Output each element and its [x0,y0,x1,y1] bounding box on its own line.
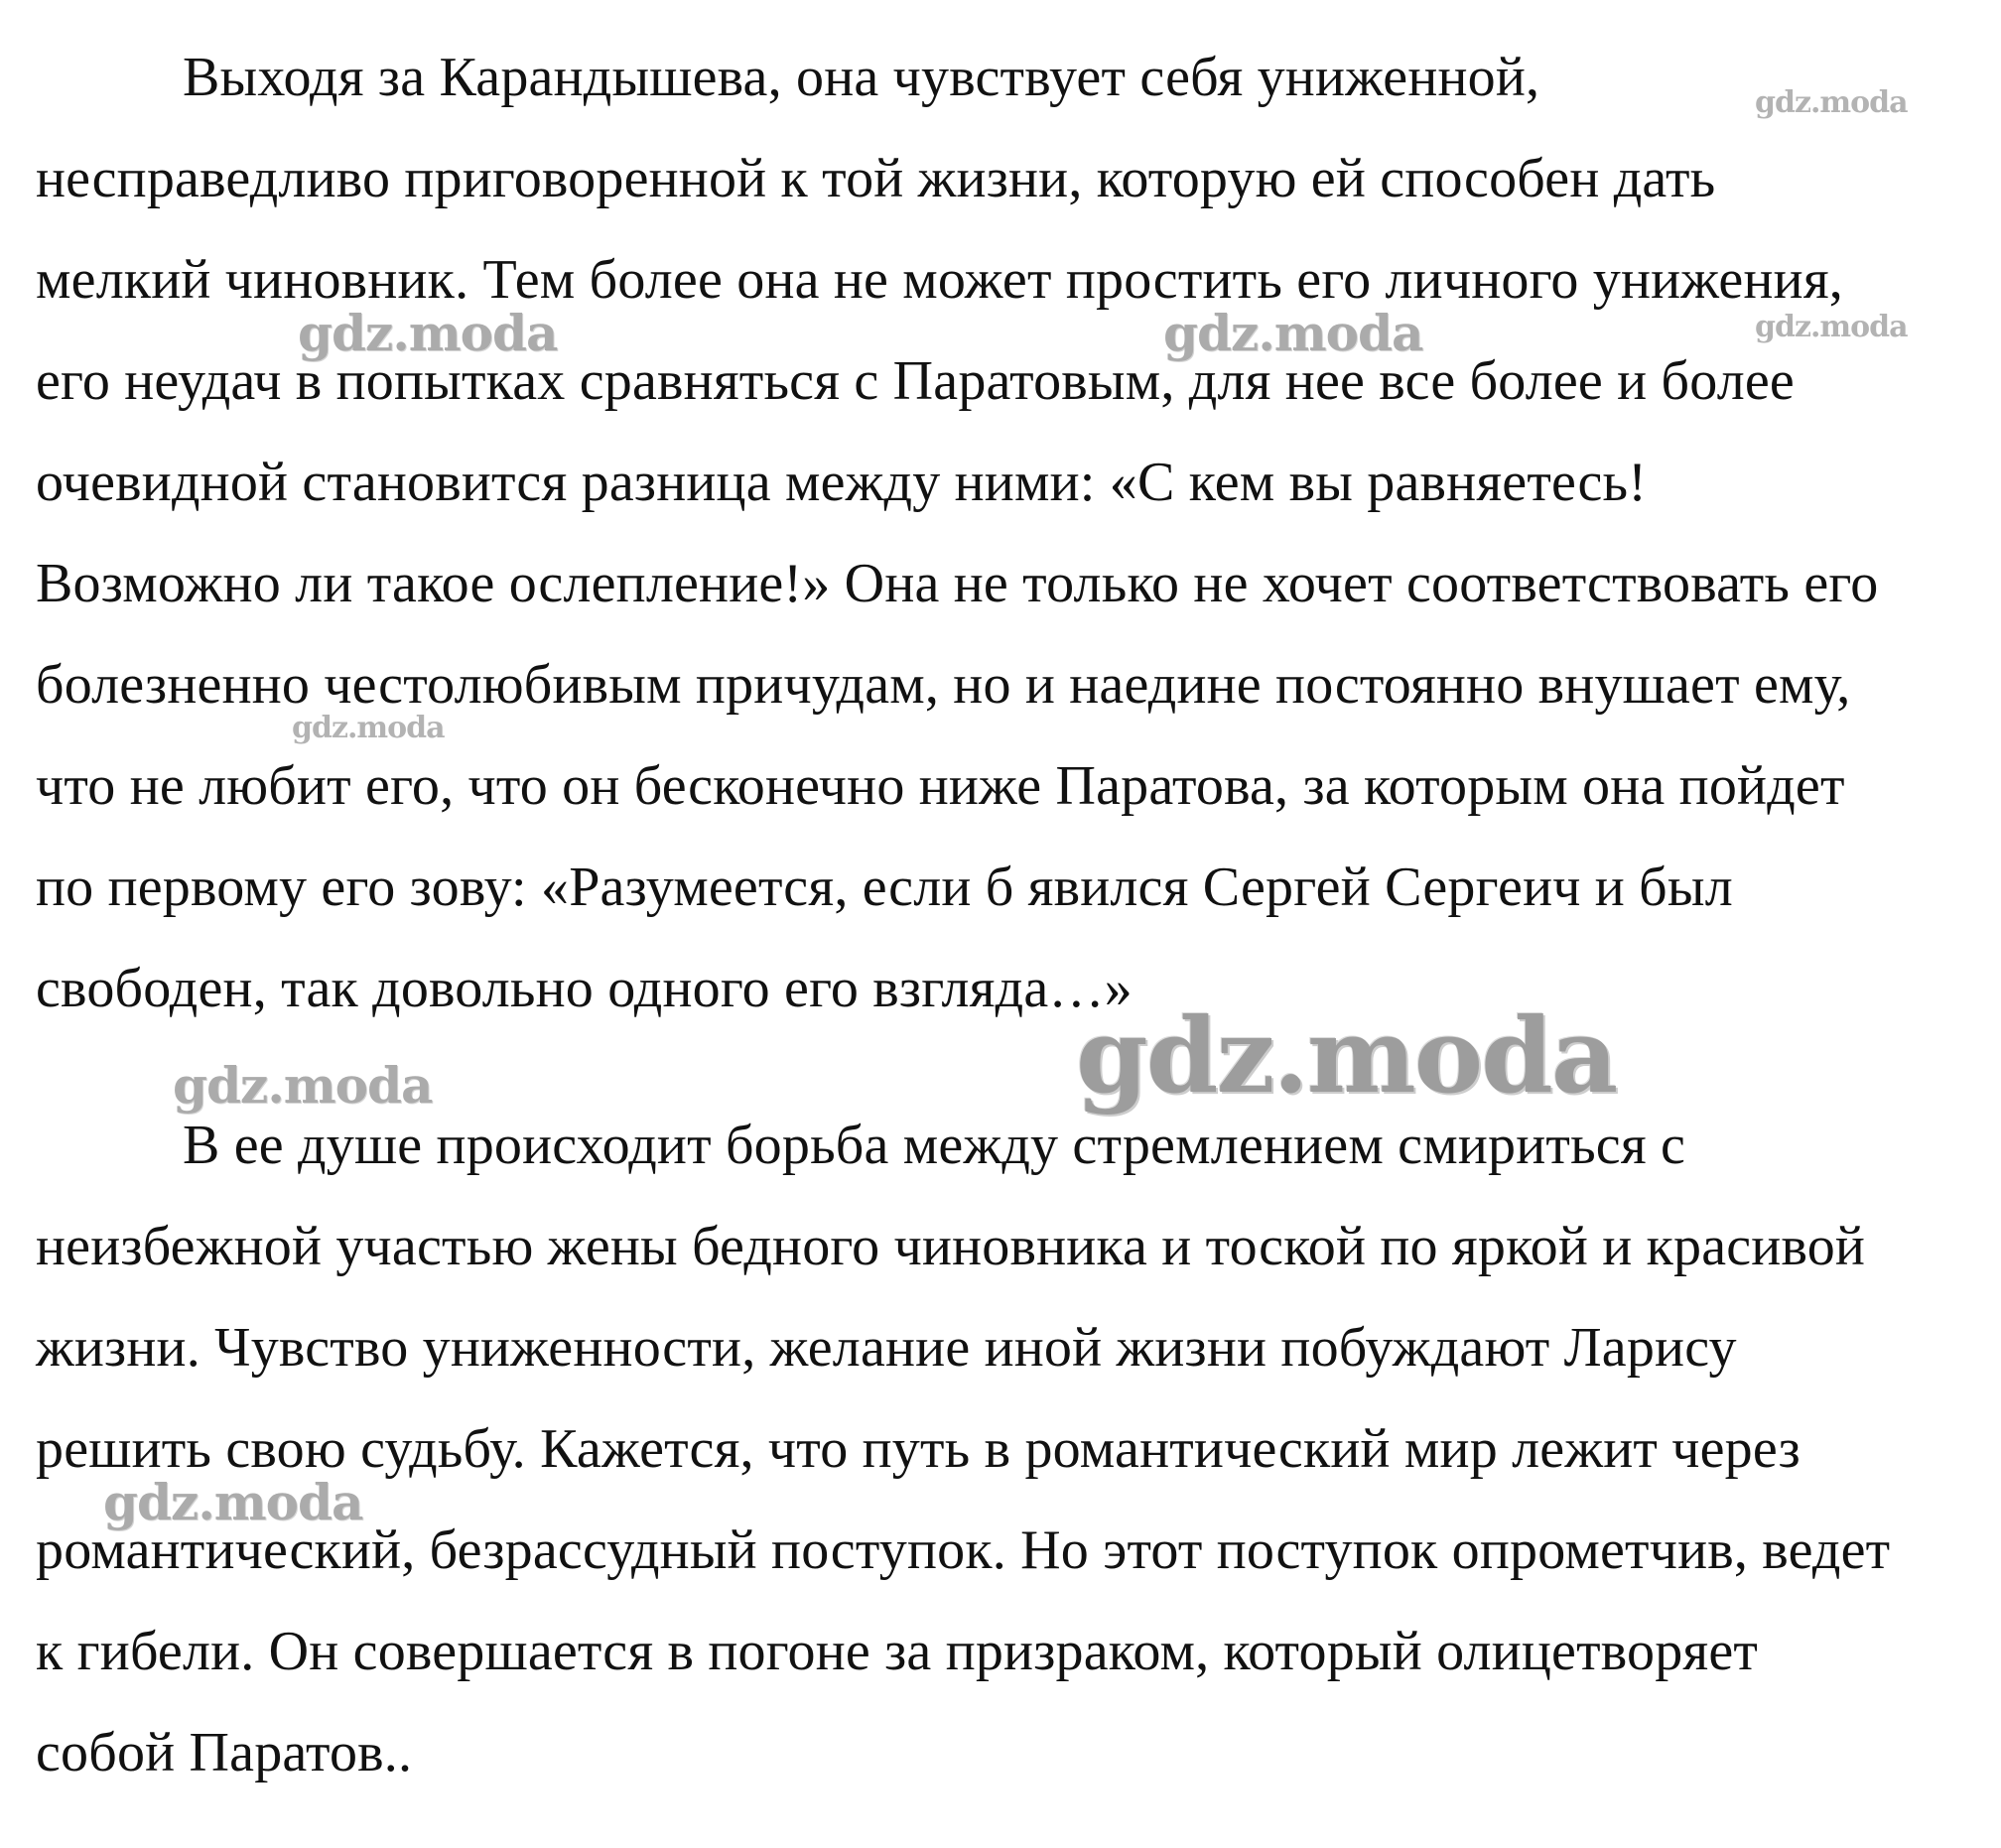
watermark: gdz.moda [298,304,558,362]
paragraph-1-line-4: его неудач в попытках сравняться с Паратовым, для нее все более и более [36,350,1795,412]
watermark: gdz.moda [1755,310,1908,344]
paragraph-2-line-4: решить свою судьбу. Кажется, что путь в романтический мир лежит через [36,1418,1801,1480]
paragraph-2-line-6: к гибели. Он совершается в погоне за призраком, который олицетворяет [36,1621,1759,1682]
watermark: gdz.moda [1076,994,1617,1117]
paragraph-1-line-7: болезненно честолюбивым причудам, но и наедине постоянно внушает ему, [36,654,1851,716]
paragraph-1-line-8: что не любит его, что он бесконечно ниже Паратова, за которым она пойдет [36,755,1845,817]
paragraph-1-line-10: свободен, так довольно одного его взгляда…» [36,958,1133,1019]
paragraph-1-line-9: по первому его зову: «Разумеется, если б явился Сергей Сергеич и был [36,857,1733,918]
paragraph-1-line-6: Возможно ли такое ослепление!» Она не только не хочет соответствовать его [36,553,1879,614]
watermark: gdz.moda [1163,304,1423,362]
paragraph-2-line-7: собой Паратов.. [36,1722,413,1783]
watermark: gdz.moda [1755,85,1908,120]
paragraph-1-line-5: очевидной становится разница между ними: «С кем вы равняетесь! [36,452,1648,513]
watermark: gdz.moda [173,1056,433,1115]
paragraph-1-line-1: Выходя за Карандышева, она чувствует себя униженной, [183,47,1540,108]
watermark: gdz.moda [103,1473,363,1531]
paragraph-1-line-2: несправедливо приговоренной к той жизни, которую ей способен дать [36,148,1716,209]
paragraph-2-line-5: романтический, безрассудный поступок. Но этот поступок опрометчив, ведет [36,1519,1891,1581]
paragraph-2-line-2: неизбежной участью жены бедного чиновника и тоской по яркой и красивой [36,1216,1866,1277]
watermark: gdz.moda [292,711,445,745]
paragraph-2-line-3: жизни. Чувство униженности, желание иной жизни побуждают Ларису [36,1317,1737,1379]
paragraph-1-line-3: мелкий чиновник. Тем более она не может простить его личного унижения, [36,249,1843,311]
paragraph-2-line-1: В ее душе происходит борьба между стремлением смириться с [183,1115,1686,1176]
